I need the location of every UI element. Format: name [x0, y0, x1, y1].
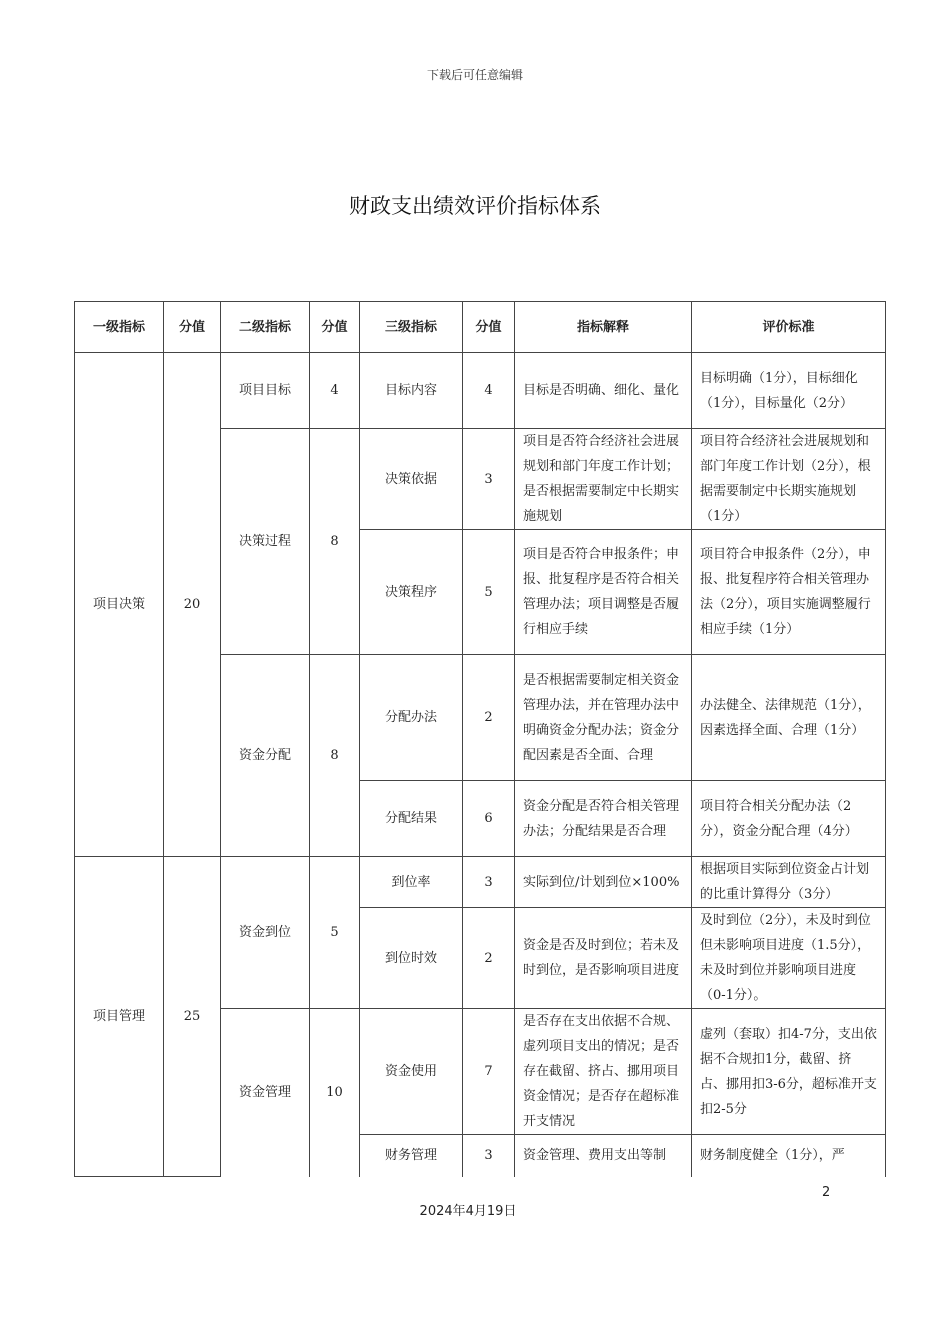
header-note: 下载后可任意编辑 [426, 68, 523, 82]
level1-score: 20 [164, 353, 221, 857]
header-level1: 一级指标 [75, 302, 164, 353]
level3-explanation: 资金分配是否符合相关管理办法；分配结果是否合理 [515, 781, 692, 857]
level3-standard: 项目符合相关分配办法（2分），资金分配合理（4分） [692, 781, 886, 857]
header-level1-score: 分值 [164, 302, 221, 353]
level3-name: 资金使用 [360, 1009, 463, 1135]
table-row [75, 857, 886, 908]
level2-score: 8 [310, 429, 360, 655]
document-title: 财政支出绩效评价指标体系 [349, 194, 601, 218]
level3-explanation: 资金管理、费用支出等制 [515, 1135, 692, 1177]
header-standard: 评价标准 [692, 302, 886, 353]
header-level3-score: 分值 [463, 302, 515, 353]
level2-name: 资金管理 [221, 1009, 310, 1177]
level3-score: 2 [463, 908, 515, 1009]
header-level2-score: 分值 [310, 302, 360, 353]
level3-score: 2 [463, 655, 515, 781]
level3-name: 决策程序 [360, 530, 463, 655]
level3-name: 目标内容 [360, 353, 463, 429]
level3-explanation: 资金是否及时到位；若未及时到位，是否影响项目进度 [515, 908, 692, 1009]
level3-standard: 虚列（套取）扣4-7分，支出依据不合规扣1分，截留、挤占、挪用扣3-6分，超标准开支扣2-5分 [692, 1009, 886, 1135]
level3-name: 分配办法 [360, 655, 463, 781]
level2-score: 4 [310, 353, 360, 429]
level1-name: 项目管理 [75, 857, 164, 1177]
page-number: 2 [822, 1185, 831, 1200]
level2-name: 决策过程 [221, 429, 310, 655]
level3-score: 6 [463, 781, 515, 857]
level3-name: 财务管理 [360, 1135, 463, 1177]
header-level2: 二级指标 [221, 302, 310, 353]
level2-name: 资金到位 [221, 857, 310, 1009]
level3-score: 4 [463, 353, 515, 429]
level3-score: 3 [463, 429, 515, 530]
level2-name: 项目目标 [221, 353, 310, 429]
level3-standard: 目标明确（1分），目标细化（1分），目标量化（2分） [692, 353, 886, 429]
level3-explanation: 目标是否明确、细化、量化 [515, 353, 692, 429]
level3-score: 7 [463, 1009, 515, 1135]
table-header-row [75, 302, 886, 353]
level3-standard: 及时到位（2分），未及时到位但未影响项目进度（1.5分），未及时到位并影响项目进度（0-1分）。 [692, 908, 886, 1009]
level3-standard: 项目符合申报条件（2分），申报、批复程序符合相关管理办法（2分），项目实施调整履行相应手续（1分） [692, 530, 886, 655]
level3-explanation: 项目是否符合申报条件；申报、批复程序是否符合相关管理办法；项目调整是否履行相应手续 [515, 530, 692, 655]
level3-explanation: 实际到位/计划到位×100% [515, 857, 692, 908]
level2-score: 10 [310, 1009, 360, 1177]
level2-score: 5 [310, 857, 360, 1009]
level1-name: 项目决策 [75, 353, 164, 857]
level3-score: 3 [463, 857, 515, 908]
level2-score: 8 [310, 655, 360, 857]
level3-name: 决策依据 [360, 429, 463, 530]
level3-name: 分配结果 [360, 781, 463, 857]
level3-standard: 根据项目实际到位资金占计划的比重计算得分（3分） [692, 857, 886, 908]
level1-score: 25 [164, 857, 221, 1177]
level3-standard: 项目符合经济社会进展规划和部门年度工作计划（2分），根据需要制定中长期实施规划（1分） [692, 429, 886, 530]
level3-explanation: 是否存在支出依据不合规、虚列项目支出的情况；是否存在截留、挤占、挪用项目资金情况；是否存在超标准开支情况 [515, 1009, 692, 1135]
table-row [75, 353, 886, 429]
level3-standard: 办法健全、法律规范（1分），因素选择全面、合理（1分） [692, 655, 886, 781]
level3-score: 3 [463, 1135, 515, 1177]
level3-explanation: 是否根据需要制定相关资金管理办法，并在管理办法中明确资金分配办法；资金分配因素是否全面、合理 [515, 655, 692, 781]
level3-score: 5 [463, 530, 515, 655]
header-level3: 三级指标 [360, 302, 463, 353]
footer-date: 2024年4月19日 [419, 1204, 517, 1219]
level2-name: 资金分配 [221, 655, 310, 857]
header-explanation: 指标解释 [515, 302, 692, 353]
level3-standard: 财务制度健全（1分），严 [692, 1135, 886, 1177]
level3-name: 到位时效 [360, 908, 463, 1009]
level3-explanation: 项目是否符合经济社会进展规划和部门年度工作计划；是否根据需要制定中长期实施规划 [515, 429, 692, 530]
indicator-table [74, 301, 886, 1177]
level3-name: 到位率 [360, 857, 463, 908]
